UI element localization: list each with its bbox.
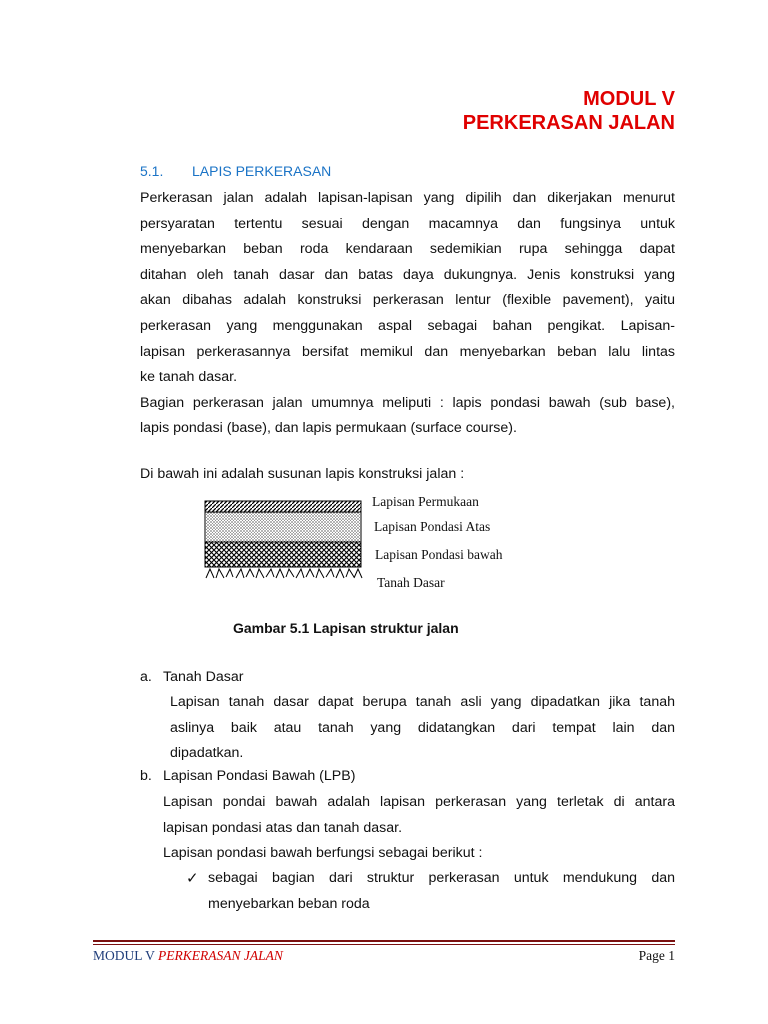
paragraph-line: persyaratan tertentu sesuai dengan macamnya dan fungsinya untuk — [140, 215, 675, 232]
paragraph-line: Lapisan tanah dasar dapat berupa tanah asli yang dipadatkan jika tanah — [170, 694, 675, 710]
section-heading — [140, 163, 331, 179]
footer-rule-thin — [93, 944, 675, 945]
list-title-b: Lapisan Pondasi Bawah (LPB) — [163, 768, 356, 784]
paragraph-line: Lapisan pondai bawah adalah lapisan perkerasan yang terletak di antara — [163, 794, 675, 810]
page-number: Page 1 — [638, 948, 675, 963]
module-title — [463, 87, 675, 135]
paragraph-line: menyebarkan beban roda — [208, 895, 370, 912]
road-layer-diagram — [204, 500, 368, 582]
footer-title — [93, 948, 283, 964]
footer-module-subtitle: PERKERASAN JALAN — [158, 948, 283, 963]
paragraph-line: Lapisan pondasi bawah berfungsi sebagai berikut : — [163, 845, 483, 862]
surface-layer — [205, 501, 361, 512]
paragraph-line: lapisan perkerasannya bersifat memikul dan menyebarkan beban lalu lintas — [140, 343, 675, 360]
base-layer — [205, 512, 361, 542]
list-marker-b: b. — [140, 768, 152, 784]
label-base-layer: Lapisan Pondasi Atas — [374, 519, 491, 534]
intro-paragraph — [140, 186, 675, 442]
paragraph-line: ditahan oleh tanah dasar dan batas daya dukungnya. Jenis konstruksi yang — [140, 266, 675, 283]
paragraph-line: lapisan pondasi atas dan tanah dasar. — [163, 819, 403, 836]
section-number: 5.1. — [140, 163, 164, 179]
paragraph-line: aslinya baik atau tanah yang didatangkan dari tempat lain dan — [170, 719, 675, 736]
section-title: LAPIS PERKERASAN — [192, 163, 332, 179]
list-a-paragraph — [170, 690, 675, 767]
paragraph-line: menyebarkan beban roda kendaraan sedemikian rupa sehingga dapat — [140, 241, 675, 258]
diagram-intro: Di bawah ini adalah susunan lapis konstruksi jalan : — [140, 466, 465, 482]
paragraph-line: lapis pondasi (base), dan lapis permukaan (surface course). — [140, 420, 517, 437]
subbase-layer — [205, 542, 361, 567]
paragraph-line: sebagai bagian dari struktur perkerasan untuk mendukung dan — [208, 870, 675, 886]
figure-caption: Gambar 5.1 Lapisan struktur jalan — [233, 620, 459, 636]
paragraph-line: dipadatkan. — [170, 745, 244, 762]
subgrade-grass — [206, 569, 362, 578]
paragraph-line: Perkerasan jalan adalah lapisan-lapisan yang dipilih dan dikerjakan menurut — [140, 190, 675, 206]
label-subbase-layer: Lapisan Pondasi bawah — [375, 547, 503, 562]
list-title-a: Tanah Dasar — [163, 669, 244, 685]
label-surface-layer: Lapisan Permukaan — [372, 494, 479, 509]
list-marker-a: a. — [140, 669, 152, 685]
footer-module: MODUL V — [93, 948, 155, 963]
label-subgrade: Tanah Dasar — [377, 575, 445, 590]
module-title-line-2: PERKERASAN JALAN — [462, 112, 675, 134]
paragraph-line: ke tanah dasar. — [140, 369, 238, 386]
paragraph-line: Bagian perkerasan jalan umumnya meliputi : lapis pondasi bawah (sub base), — [140, 394, 675, 411]
paragraph-line: perkerasan yang menggunakan aspal sebagai bahan pengikat. Lapisan- — [140, 317, 675, 334]
check-item — [208, 866, 675, 917]
module-title-line-1: MODUL V — [583, 88, 675, 110]
paragraph-line: akan dibahas adalah konstruksi perkerasan lentur (flexible pavement), yaitu — [140, 292, 675, 309]
list-b-paragraph — [163, 790, 675, 867]
checkmark-icon: ✓ — [186, 870, 199, 887]
footer-rule — [93, 940, 675, 942]
